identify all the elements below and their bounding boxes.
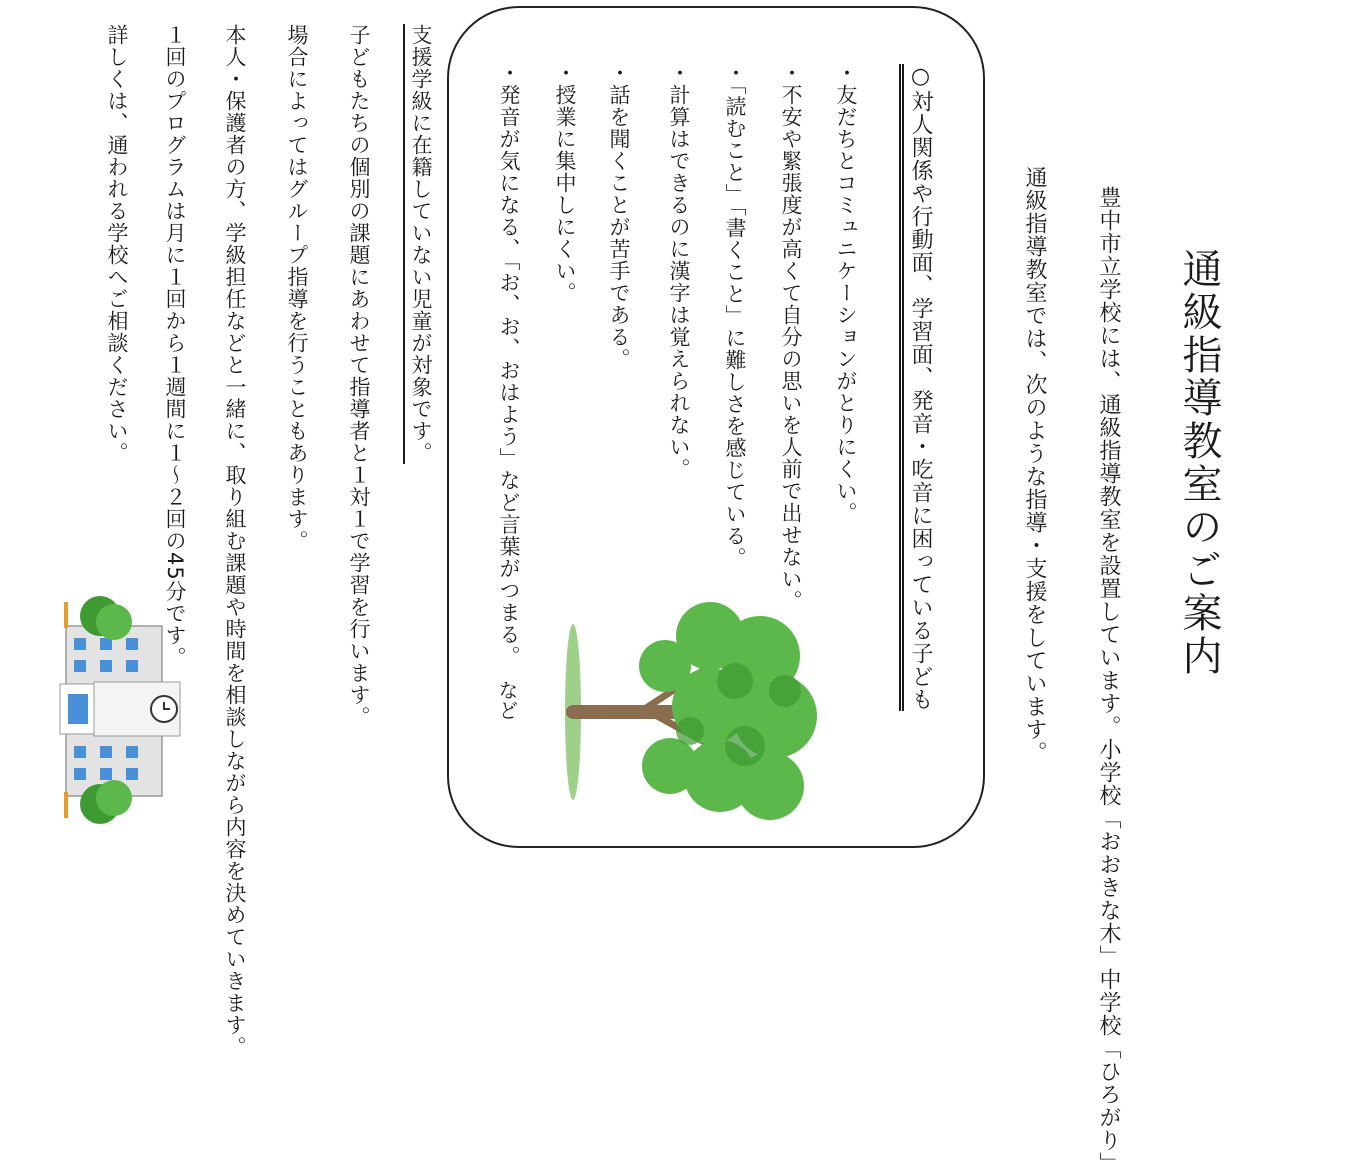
info-text: 本人・保護者の方、学級担任などと一緒に、取り組む課題や時間を相談しながら内容を決めていきます。 xyxy=(223,24,247,1058)
info-text: １回のプログラムは月に１回から１週間に１～２回の45分です。 xyxy=(163,24,187,669)
etc-label: など xyxy=(495,680,519,720)
bullet-item: ・不安や緊張度が高くて自分の思いを人前で出せない。 xyxy=(779,62,803,612)
tree-illustration xyxy=(560,596,820,828)
panel-heading: ○対人関係や行動面、学習面、発音・吃音に困っている子ども xyxy=(908,64,933,711)
eligibility-text: 支援学級に在籍していない児童が対象です。 xyxy=(409,24,433,464)
info-text: 子どもたちの個別の課題にあわせて指導者と１対１で学習を行います。 xyxy=(347,24,371,728)
page-title: 通級指導教室のご案内 xyxy=(1176,248,1222,678)
bullet-item: ・計算はできるのに漢字は覚えられない。 xyxy=(667,62,691,480)
contact-text: 詳しくは、通われる学校へご相談ください。 xyxy=(105,24,129,464)
intro-support: 通級指導教室では、次のような指導・支援をしています。 xyxy=(1022,166,1047,764)
bullet-item: ・授業に集中しにくい。 xyxy=(553,62,577,304)
info-text: 場合によってはグループ指導を行うこともあります。 xyxy=(285,24,309,552)
bullet-item: ・話を聞くことが苦手である。 xyxy=(607,62,631,370)
bullet-item: ・発音が気になる、「お、お、おはよう」など言葉がつまる。 xyxy=(497,62,521,668)
bullet-item: ・友だちとコミュニケーションがとりにくい。 xyxy=(834,62,858,524)
intro-schools: 豊中市立学校には、通級指導教室を設置しています。小学校「おおきな木」中学校「ひろがり」 xyxy=(1096,186,1121,1175)
bullet-item: ・「読むこと」「書くこと」に難しさを感じている。 xyxy=(723,62,747,569)
